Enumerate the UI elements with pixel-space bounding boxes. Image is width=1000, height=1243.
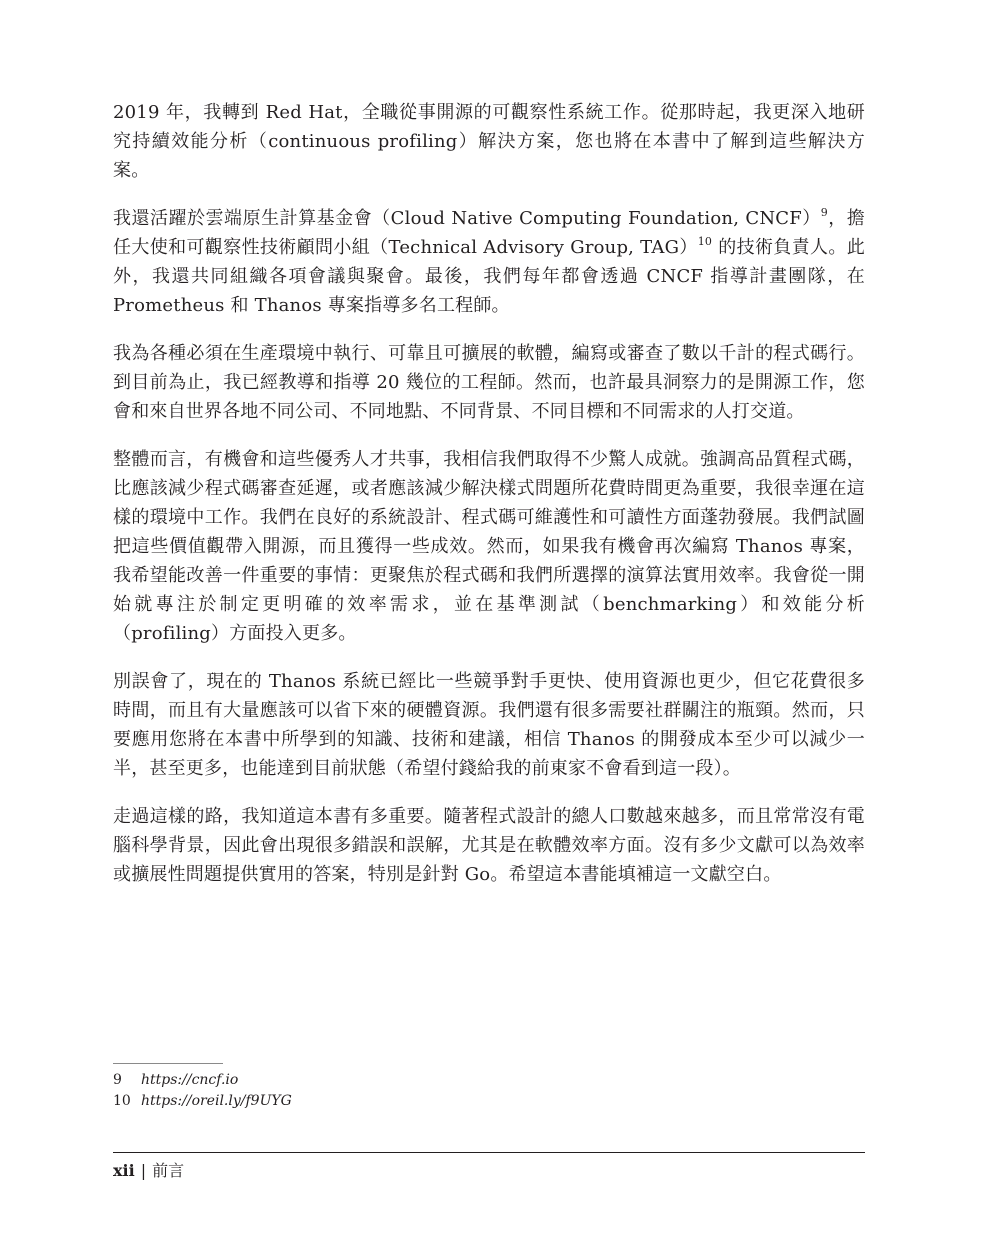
paragraph-2 <box>113 204 865 320</box>
footnote-number: 10 <box>113 1093 131 1109</box>
footnote-10 <box>113 1091 292 1112</box>
paragraph-4: 整體而言，有機會和這些優秀人才共事，我相信我們取得不少驚人成就。強調高品質程式碼，比應該減少程式碼審查延遲，或者應該減少解決樣式問題所花費時間更為重要，我很幸運在這樣的環境中工作。我們在良好的系統設計、程式碼可維護性和可讀性方面蓬勃發展。我們試圖把這些價值觀帶入開源，而且獲得一些成效。然而，如果我有機會再次編寫 Thanos 專案，我希望能改善一件重要的事情：更聚焦於程式碼和我們所選擇的演算法實用效率。我會從一開始就專注於制定更明確的效率需求，並在基準測試（benchmarking）和效能分析（profiling）方面投入更多。 <box>113 449 865 644</box>
footnote-link[interactable]: https://cncf.io <box>141 1072 239 1088</box>
footer-separator: | <box>140 1161 147 1180</box>
paragraph-1: 2019 年，我轉到 Red Hat，全職從事開源的可觀察性系統工作。從那時起，我更深入地研究持續效能分析（continuous profiling）解決方案，您也將在本書中了解到這些解決方案。 <box>113 102 865 181</box>
paragraph-5: 別誤會了，現在的 Thanos 系統已經比一些競爭對手更快、使用資源也更少，但它花費很多時間，而且有大量應該可以省下來的硬體資源。我們還有很多需要社群關注的瓶頸。然而，只要應用您將在本書中所學到的知識、技術和建議，相信 Thanos 的開發成本至少可以減少一半，甚至更多，也能達到目前狀態（希望付錢給我的前東家不會看到這一段）。 <box>113 671 865 779</box>
footnote-9 <box>113 1070 292 1091</box>
main-text <box>113 98 865 908</box>
footnotes <box>113 1070 292 1112</box>
page-footer <box>113 1160 184 1182</box>
page-number: xii <box>113 1161 135 1180</box>
paragraph-6: 走過這樣的路，我知道這本書有多重要。隨著程式設計的總人口數越來越多，而且常常沒有電腦科學背景，因此會出現很多錯誤和誤解，尤其是在軟體效率方面。沒有多少文獻可以為效率或擴展性問題提供實用的答案，特別是針對 Go。希望這本書能填補這一文獻空白。 <box>113 806 865 885</box>
footer-divider <box>113 1152 865 1153</box>
paragraph-2-part-a: 我還活躍於雲端原生計算基金會（Cloud Native Computing Foundation, CNCF） <box>113 208 821 229</box>
footnote-link[interactable]: https://oreil.ly/f9UYG <box>141 1093 292 1109</box>
section-title: 前言 <box>152 1161 185 1180</box>
footnote-number: 9 <box>113 1072 122 1088</box>
paragraph-2-part-b: ，擔任大使和可觀察性技術顧問小組（Technical Advisory Group, TAG） <box>113 208 866 258</box>
paragraph-3: 我為各種必須在生產環境中執行、可靠且可擴展的軟體，編寫或審查了數以千計的程式碼行。到目前為止，我已經教導和指導 20 幾位的工程師。然而，也許最具洞察力的是開源工作，您會和來自世界各地不同公司、不同地點、不同背景、不同目標和不同需求的人打交道。 <box>113 343 865 422</box>
paragraph-2-part-c: 的技術負責人。此外，我還共同組織各項會議與聚會。最後，我們每年都會透過 CNCF 指導計畫團隊，在 Prometheus 和 Thanos 專案指導多名工程師。 <box>113 237 865 316</box>
footnote-ref-9[interactable]: 9 <box>820 206 828 219</box>
footnote-divider <box>113 1063 223 1064</box>
footnote-ref-10[interactable]: 10 <box>697 235 713 248</box>
